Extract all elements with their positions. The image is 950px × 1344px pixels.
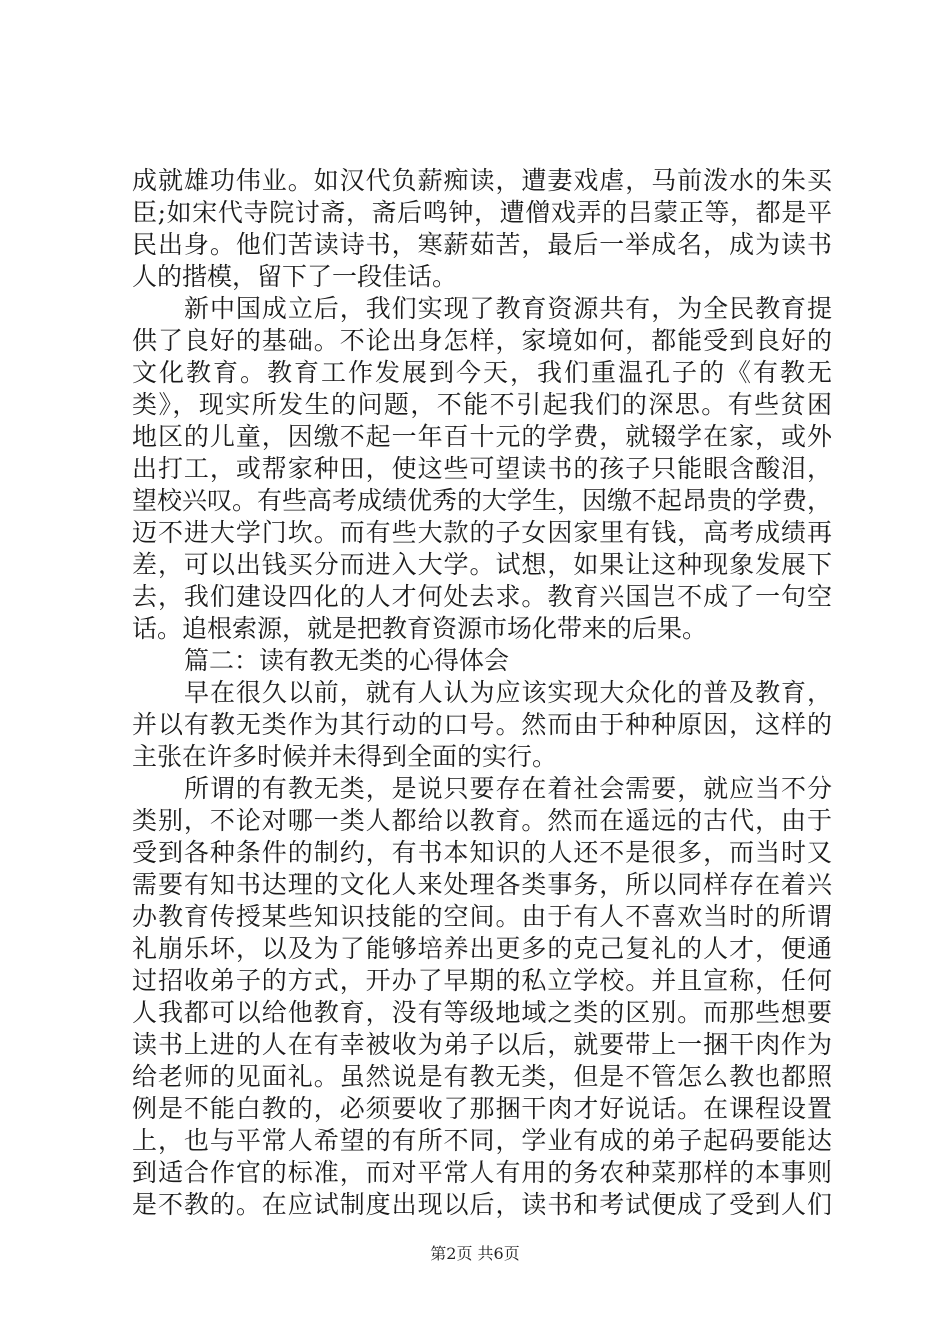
text-line: 过招收弟子的方式，开办了早期的私立学校。并且宣称，任何	[132, 966, 832, 995]
text-line: 礼崩乐坏，以及为了能够培养出更多的克己复礼的人才，便通	[132, 934, 832, 963]
text-line: 去，我们建设四化的人才何处去求。教育兴国岂不成了一句空	[132, 582, 832, 611]
text-line: 需要有知书达理的文化人来处理各类事务，所以同样存在着兴	[132, 870, 832, 899]
text-line: 话。追根索源，就是把教育资源市场化带来的后果。	[132, 614, 708, 643]
text-line: 地区的儿童，因缴不起一年百十元的学费，就辍学在家，或外	[132, 422, 832, 451]
text-line: 臣;如宋代寺院讨斋，斋后鸣钟，遭僧戏弄的吕蒙正等，都是平	[132, 198, 832, 227]
text-line: 办教育传授某些知识技能的空间。由于有人不喜欢当时的所谓	[132, 902, 832, 931]
text-line: 类》，现实所发生的问题，不能不引起我们的深思。有些贫困	[132, 390, 832, 419]
text-line: 迈不进大学门坎。而有些大款的子女因家里有钱，高考成绩再	[132, 518, 832, 547]
text-line: 是不教的。在应试制度出现以后，读书和考试便成了受到人们	[132, 1190, 832, 1219]
section-heading: 篇二：读有教无类的心得体会	[184, 646, 510, 675]
paragraph-first-line: 早在很久以前，就有人认为应该实现大众化的普及教育，	[184, 678, 832, 707]
text-line: 望校兴叹。有些高考成绩优秀的大学生，因缴不起昂贵的学费，	[132, 486, 833, 515]
text-line: 类别，不论对哪一类人都给以教育。然而在遥远的古代，由于	[132, 806, 832, 835]
text-line: 成就雄功伟业。如汉代负薪痴读，遭妻戏虐，马前泼水的朱买	[132, 166, 832, 195]
text-line: 人的揩模，留下了一段佳话。	[132, 262, 458, 291]
text-line: 上，也与平常人希望的有所不同，学业有成的弟子起码要能达	[132, 1126, 832, 1155]
text-line: 到适合作官的标准，而对平常人有用的务农种菜那样的本事则	[132, 1158, 832, 1187]
text-line: 主张在许多时候并未得到全面的实行。	[132, 742, 558, 771]
text-line: 人我都可以给他教育，没有等级地域之类的区别。而那些想要	[132, 998, 832, 1027]
page-footer: 第2页 共6页	[430, 1244, 520, 1263]
text-line: 出打工，或帮家种田，使这些可望读书的孩子只能眼含酸泪，	[132, 454, 832, 483]
text-line: 例是不能白教的，必须要收了那捆干肉才好说话。在课程设置	[132, 1094, 832, 1123]
text-line: 并以有教无类作为其行动的口号。然而由于种种原因，这样的	[132, 710, 832, 739]
text-line: 给老师的见面礼。虽然说是有教无类，但是不管怎么教也都照	[132, 1062, 832, 1091]
text-line: 受到各种条件的制约，有书本知识的人还不是很多，而当时又	[132, 838, 832, 867]
text-line: 读书上进的人在有幸被收为弟子以后，就要带上一捆干肉作为	[132, 1030, 832, 1059]
paragraph-first-line: 所谓的有教无类，是说只要存在着社会需要，就应当不分	[184, 774, 832, 803]
text-line: 文化教育。教育工作发展到今天，我们重温孔子的《有教无	[132, 358, 832, 387]
paragraph-first-line: 新中国成立后，我们实现了教育资源共有，为全民教育提	[184, 294, 832, 323]
text-line: 民出身。他们苦读诗书，寒薪茹苦，最后一举成名，成为读书	[132, 230, 832, 259]
text-line: 供了良好的基础。不论出身怎样，家境如何，都能受到良好的	[132, 326, 832, 355]
text-line: 差，可以出钱买分而进入大学。试想，如果让这种现象发展下	[132, 550, 832, 579]
